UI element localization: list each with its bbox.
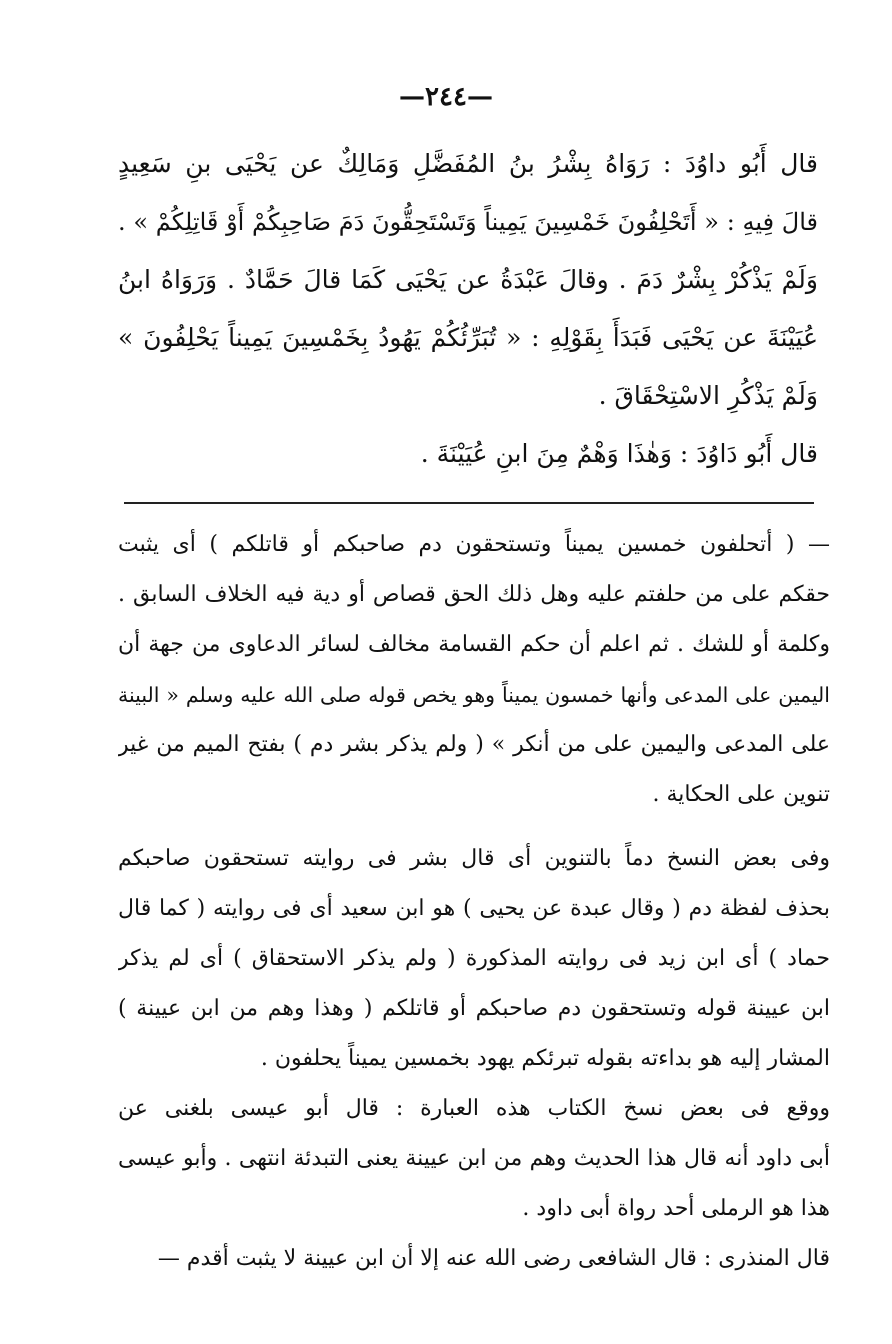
commentary-paragraph [118,834,830,1084]
hadith-text-block [118,135,818,483]
commentary-line: وفى بعض النسخ دماً بالتنوين أى قال بشر فى روايته تستحقون صاحبكم [118,846,830,871]
commentary-line: ابن عيينة قوله وتستحقون دم صاحبكم أو قاتلكم ( وهذا وهم من ابن عيينة ) [118,996,830,1021]
section-divider [124,502,814,504]
commentary-line: حقكم على من حلفتم عليه وهل ذلك الحق قصاص أو دية فيه الخلاف السابق . [118,582,830,607]
page-number: —٢٤٤— [399,82,493,112]
hadith-line: وَلَمْ يَذْكُرْ بِشْرٌ دَمَ . وقالَ عَبْدَةُ عن يَحْيَى كَمَا قالَ حَمَّادٌ . وَرَوَاهُ ابنُ [118,265,818,294]
commentary-line: وكلمة أو للشك . ثم اعلم أن حكم القسامة مخالف لسائر الدعاوى من جهة أن [118,632,830,657]
commentary-line: هذا هو الرملى أحد رواة أبى داود . [522,1196,830,1221]
commentary-line: — ( أتحلفون خمسين يميناً وتستحقون دم صاحبكم أو قاتلكم ) أى يثبت [118,532,830,557]
commentary-line: قال المنذرى : قال الشافعى رضى الله عنه إلا أن ابن عيينة لا يثبت أقدم — [157,1246,830,1271]
commentary-paragraph [118,1084,830,1234]
commentary-line: أبى داود أنه قال هذا الحديث وهم من ابن عيينة يعنى التبدئة انتهى . وأبو عيسى [118,1146,830,1171]
hadith-line: قال أَبُو دَاوُدَ : وَهٰذَا وَهْمٌ مِنَ ابنِ عُيَيْنَةَ . [420,439,818,468]
commentary-line: بحذف لفظة دم ( وقال عبدة عن يحيى ) هو ابن سعيد أى فى روايته ( كما قال [118,896,830,921]
commentary-line: المشار إليه هو بداءته بقوله تبرئكم يهود بخمسين يميناً يحلفون . [260,1046,830,1071]
commentary-line: على المدعى واليمين على من أنكر » ( ولم يذكر بشر دم ) بفتح الميم من غير [118,732,830,757]
hadith-line: وَلَمْ يَذْكُرِ الاسْتِحْقَاقَ . [598,381,818,410]
hadith-line: عُيَيْنَةَ عن يَحْيَى فَبَدَأَ بِقَوْلِهِ : « تُبَرِّئُكُمْ يَهُودُ بِخَمْسِينَ يَمِيناً يَحْلِفُونَ » [118,323,818,352]
commentary-block [118,520,830,1284]
hadith-line: قال أَبُو داوُدَ : رَوَاهُ بِشْرُ بنُ المُفَضَّلِ وَمَالِكٌ عن يَحْيَى بنِ سَعِيدٍ [118,149,818,178]
commentary-line: حماد ) أى ابن زيد فى روايته المذكورة ( ولم يذكر الاستحقاق ) أى لم يذكر [118,946,830,971]
commentary-paragraph [118,520,830,820]
commentary-line: ووقع فى بعض نسخ الكتاب هذه العبارة : قال أبو عيسى بلغنى عن [118,1096,830,1121]
commentary-paragraph [118,1234,830,1284]
hadith-line: قالَ فِيهِ : « أَتَحْلِفُونَ خَمْسِينَ يَمِيناً وَتَسْتَحِقُّونَ دَمَ صَاحِبِكُمْ أَوْ قَاتِلِكُمْ » . [118,208,818,236]
commentary-line: تنوين على الحكاية . [652,782,830,807]
commentary-line: اليمين على المدعى وأنها خمسون يميناً وهو يخص قوله صلى الله عليه وسلم « البينة [118,683,830,707]
